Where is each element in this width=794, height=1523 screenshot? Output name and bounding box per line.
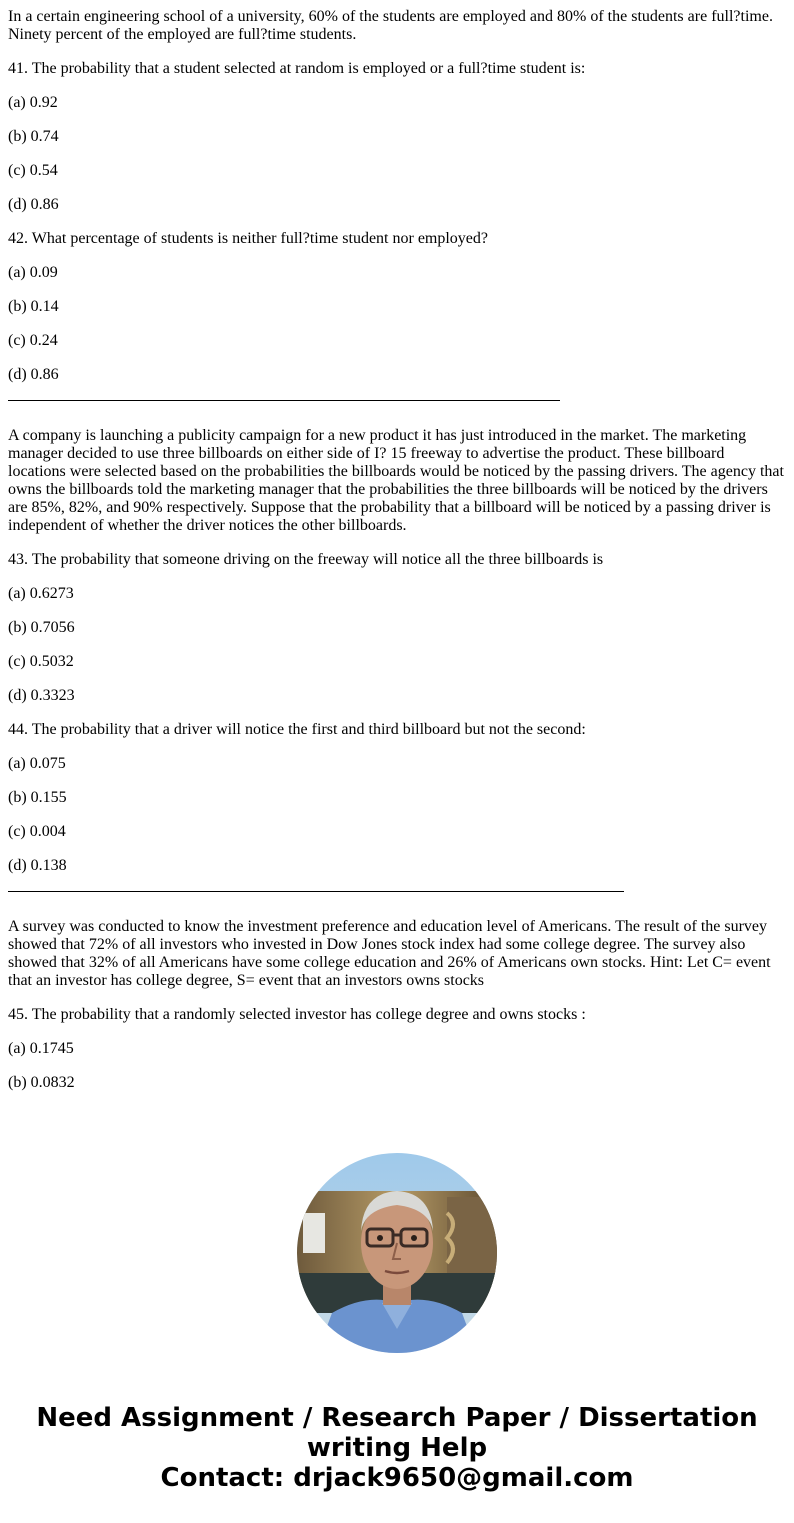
answer-option: (b) 0.155 (8, 789, 67, 806)
contact-email: Contact: drjack9650@gmail.com (160, 1463, 634, 1493)
answer-option: (b) 0.74 (8, 128, 59, 145)
section-divider (8, 891, 624, 892)
answer-option: (d) 0.138 (8, 857, 67, 874)
answer-option: (a) 0.92 (8, 94, 58, 111)
author-photo (297, 1153, 497, 1353)
answer-option: (a) 0.6273 (8, 585, 74, 602)
footer-line: Need Assignment / Research Paper / Dissertation (36, 1403, 758, 1433)
question-text: 42. What percentage of students is neither full?time student nor employed? (8, 230, 489, 247)
answer-option: (c) 0.24 (8, 332, 58, 349)
answer-option: (b) 0.7056 (8, 619, 75, 636)
answer-option: (d) 0.3323 (8, 687, 75, 704)
portrait-illustration (297, 1153, 497, 1353)
answer-option: (a) 0.075 (8, 755, 66, 772)
answer-option: (c) 0.5032 (8, 653, 74, 670)
answer-option: (b) 0.14 (8, 298, 59, 315)
section-divider (8, 400, 560, 401)
document-body (8, 8, 786, 1108)
question-text: 41. The probability that a student selected at random is employed or a full?time student is: (8, 60, 586, 77)
question-text: 44. The probability that a driver will notice the first and third billboard but not the second: (8, 721, 586, 738)
section-intro: A survey was conducted to know the investment preference and education level of Americans. The result of the survey showed that 72% of all investors who invested in Dow Jones stock index had some college degree. The survey also showed that 32% of all Americans have some college education and 26% of Americans own stocks. Hint: Let C= event that an investor has college degree, S= event that an investors owns stocks (8, 918, 771, 989)
answer-option: (c) 0.54 (8, 162, 58, 179)
footer-line: writing Help (306, 1433, 488, 1463)
answer-option: (d) 0.86 (8, 366, 59, 383)
answer-option: (a) 0.1745 (8, 1040, 74, 1057)
question-text: 43. The probability that someone driving on the freeway will notice all the three billboards is (8, 551, 604, 568)
answer-option: (c) 0.004 (8, 823, 66, 840)
section-intro: In a certain engineering school of a university, 60% of the students are employed and 80% of the students are full?time. Ninety percent of the employed are full?time students. (8, 8, 773, 43)
answer-option: (d) 0.86 (8, 196, 59, 213)
answer-option: (a) 0.09 (8, 264, 58, 281)
question-text: 45. The probability that a randomly selected investor has college degree and owns stocks : (8, 1006, 586, 1023)
answer-option: (b) 0.0832 (8, 1074, 75, 1091)
contact-footer (0, 1403, 794, 1493)
section-intro: A company is launching a publicity campaign for a new product it has just introduced in the market. The marketing manager decided to use three billboards on either side of I? 15 freeway to advertise the product. These billboard locations were selected based on the probabilities the billboards would be noticed by the passing drivers. The agency that owns the billboards told the marketing manager that the probabilities the three billboards will be noticed by the drivers are 85%, 82%, and 90% respectively. Suppose that the probability that a billboard will be noticed by a passing driver is independent of whether the driver notices the other billboards. (8, 427, 784, 534)
